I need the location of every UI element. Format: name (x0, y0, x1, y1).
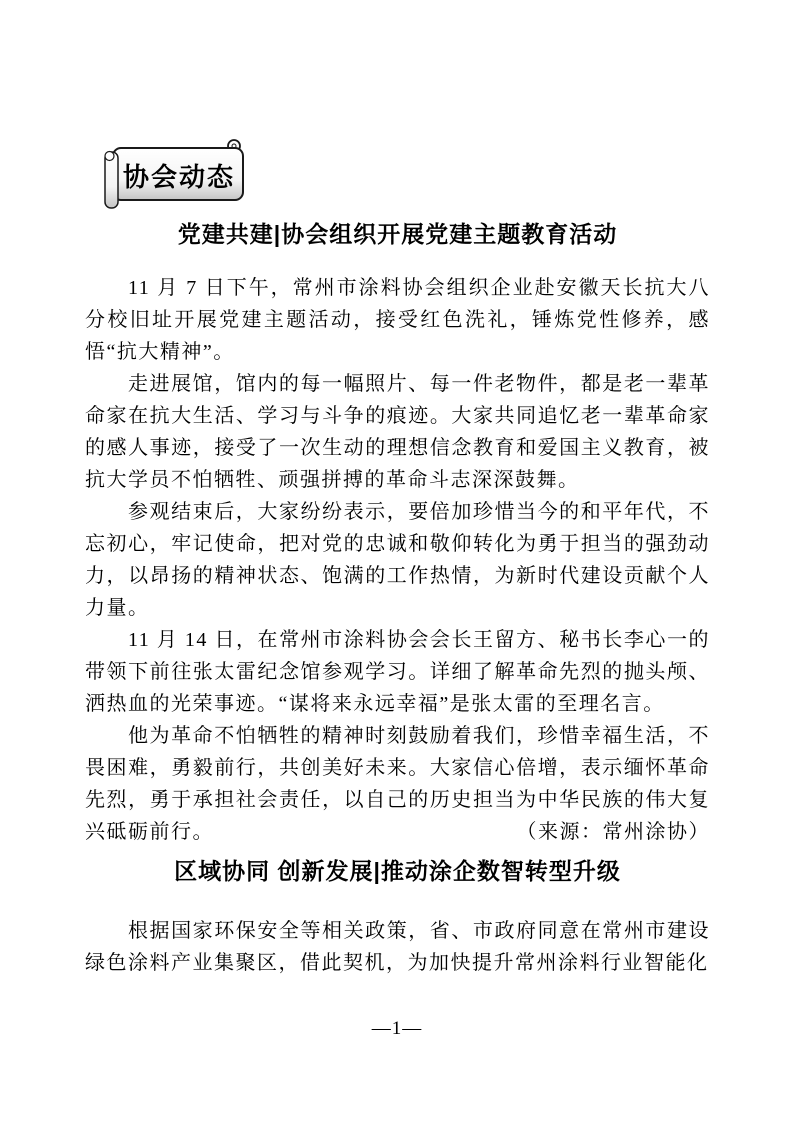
scroll-banner (100, 136, 260, 220)
paragraph (85, 720, 710, 848)
source-attribution: （来源：常州涂协） (516, 821, 710, 843)
paragraph-text: 参观结束后，大家纷纷表示，要倍加珍惜当今的和平年代，不忘初心，牢记使命，把对党的忠诚和敬仰转化为勇于担当的强劲动力，以昂扬的精神状态、饱满的工作热情，为新时代建设贡献个人力量。 (85, 501, 710, 619)
paragraph (85, 624, 710, 720)
paragraph-text: 根据国家环保安全等相关政策，省、市政府同意在常州市建设绿色涂料产业集聚区，借此契机，为加快提升常州涂料行业智能化 (85, 920, 710, 974)
paragraph (85, 496, 710, 624)
article-title-1: 党建共建|协会组织开展党建主题教育活动 (177, 221, 618, 247)
paragraph (85, 368, 710, 496)
paragraph (85, 272, 710, 368)
article-title-2: 区域协同 创新发展|推动涂企数智转型升级 (174, 858, 621, 884)
paragraph-text: 他为革命不怕牺牲的精神时刻鼓励着我们，珍惜幸福生活，不畏困难，勇毅前行，共创美好未来。大家信心倍增，表示缅怀革命先烈，勇于承担社会责任，以自己的历史担当为中华民族的伟大复兴砥砺前行。 (85, 725, 710, 843)
banner-label: 协会动态 (122, 162, 235, 192)
article-body-2 (85, 915, 710, 979)
paragraph (85, 915, 710, 979)
paragraph-text: 11 月 7 日下午，常州市涂料协会组织企业赴安徽天长抗大八分校旧址开展党建主题活动，接受红色洗礼，锤炼党性修养，感悟“抗大精神”。 (85, 277, 710, 363)
paragraph-text: 11 月 14 日，在常州市涂料协会会长王留方、秘书长李心一的带领下前往张太雷纪念馆参观学习。详细了解革命先烈的抛头颅、洒热血的光荣事迹。“谋将来永远幸福”是张太雷的至理名言。 (85, 629, 710, 715)
article-body-1 (85, 272, 710, 848)
paragraph-text: 走进展馆，馆内的每一幅照片、每一件老物件，都是老一辈革命家在抗大生活、学习与斗争的痕迹。大家共同追忆老一辈革命家的感人事迹，接受了一次生动的理想信念教育和爱国主义教育，被抗大学员不怕牺牲、顽强拼搏的革命斗志深深鼓舞。 (85, 373, 710, 491)
page-number: —1— (371, 1018, 423, 1039)
